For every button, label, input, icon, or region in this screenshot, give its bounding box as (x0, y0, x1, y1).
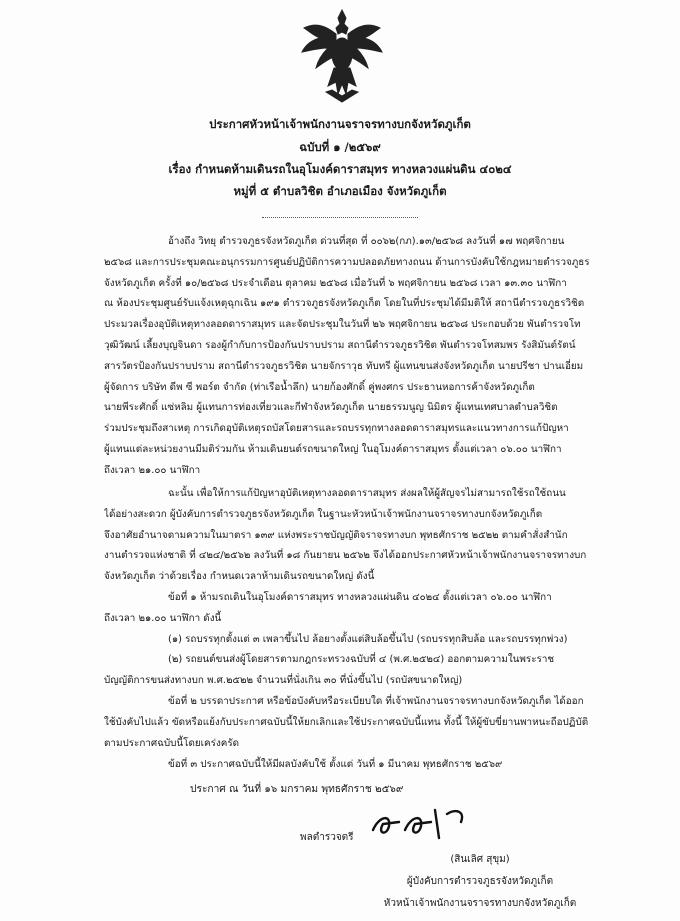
paragraph-line: ฉะนั้น เพื่อให้การแก้ปัญหาอุบัติเหตุทางลอดดาราสมุทร ส่งผลให้ผู้สัญจรไม่สามารถใช้รถใช้ถนน (168, 488, 566, 499)
announcement-subject: เรื่อง กำหนดห้ามเดินรถในอุโมงค์ดาราสมุทร ทางหลวงแผ่นดิน ๔๐๒๔ (168, 162, 512, 176)
paragraph-line: ถึงเวลา ๒๑.๐๐ นาฬิกา (104, 464, 201, 476)
signer-title-2: หัวหน้าเจ้าพนักงานจราจรทางบกจังหวัดภูเก็ต (383, 898, 577, 909)
signer-rank: พลตำรวจตรี (300, 832, 354, 843)
clause-line: ถึงเวลา ๒๑.๐๐ นาฬิกา ดังนี้ (104, 612, 222, 624)
paragraph-line: นายพีระศักดิ์ แซ่หลิม ผู้แทนการท่องเที่ยวและกีฬาจังหวัดภูเก็ต นายธรรมนูญ นิมิตร ผู้แทนเทศบาลตำบลวิชิต (104, 402, 558, 414)
signer-name: (สินเลิศ สุขุม) (450, 854, 510, 865)
clause-item: บัญญัติการขนส่งทางบก พ.ศ.๒๕๒๒ จำนวนที่นั่งเกิน ๓๐ ที่นั่งขึ้นไป (รถบัสขนาดใหญ่) (104, 675, 463, 687)
clause-3 (104, 755, 639, 776)
clause-item: (๒) รถยนต์ขนส่งผู้โดยสารตามกฎกระทรวงฉบับที่ ๔ (พ.ศ.๒๕๒๔) ออกตามความในพระราช (168, 654, 555, 666)
paragraph-line: วุฒิวัฒน์ เลี้ยงบุญจินดา รองผู้กำกับการป้องกันปราบปราม สถานีตำรวจภูธรวิชิต พันตำรวจโทสมพร รังสิมันต์รัตน์ (104, 339, 576, 351)
clause-2 (104, 692, 639, 754)
paragraph-authority (104, 484, 639, 588)
announcement-title: ประกาศหัวหน้าเจ้าพนักงานจราจรทางบกจังหวัดภูเก็ต (209, 117, 471, 131)
paragraph-line: จังหวัดภูเก็ต ว่าด้วยเรื่อง กำหนดเวลาห้ามเดินรถขนาดใหญ่ ดังนี้ (104, 571, 375, 583)
paragraph-line: จึงอาศัยอำนาจตามความในมาตรา ๑๓๙ แห่งพระราชบัญญัติจราจรทางบก พุทธศักราช ๒๕๒๒ ตามคำสั่งสำนัก (104, 529, 568, 541)
clause-1 (104, 588, 639, 692)
signer-title-1: ผู้บังคับการตำรวจภูธรจังหวัดภูเก็ต (406, 876, 554, 887)
paragraph-line: งานตำรวจแห่งชาติ ที่ ๔๒๔/๒๕๖๒ ลงวันที่ ๑๘ กันยายน ๒๕๖๒ จึงได้ออกประกาศหัวหน้าเจ้าพนักงานจราจรทางบก (104, 550, 587, 562)
clause-item: (๑) รถบรรทุกตั้งแต่ ๓ เพลาขึ้นไป ล้อยางตั้งแต่สิบล้อขึ้นไป (รถบรรทุกสิบล้อ และรถบรรทุกพ่วง) (168, 633, 568, 645)
paragraph-line: ได้อย่างสะดวก ผู้บังคับการตำรวจภูธรจังหวัดภูเก็ต ในฐานะหัวหน้าเจ้าพนักงานจราจรทางบกจังหวัดภูเก็ต (104, 508, 543, 520)
header-divider (262, 217, 418, 218)
announcement-date: ประกาศ ณ วันที่ ๑๖ มกราคม พุทธศักราช ๒๕๖๙ (190, 784, 404, 795)
garuda-emblem-icon (296, 4, 388, 104)
paragraph-line: ๒๕๖๘ และการประชุมคณะอนุกรรมการศูนย์ปฏิบัติการความปลอดภัยทางถนน ด้านการบังคับใช้กฎหมายตำรวจภูธร (104, 256, 590, 268)
paragraph-line: ประมวลเรื่องอุบัติเหตุทางลอดดาราสมุทร และจัดประชุมในวันที่ ๒๖ พฤศจิกายน ๒๕๖๘ ประกอบด้วย พันตำรวจโท (104, 319, 581, 331)
clause-line: ข้อที่ ๒ บรรดาประกาศ หรือข้อบังคับหรือระเบียบใด ที่เจ้าพนักงานจราจรทางบกจังหวัดภูเก็ต ได้ออก (168, 696, 584, 707)
paragraph-line: จังหวัดภูเก็ต ครั้งที่ ๑๐/๒๕๖๘ ประจำเดือน ตุลาคม ๒๕๖๘ เมื่อวันที่ ๖ พฤศจิกายน ๒๕๖๘ เวลา ๑๓.๓๐ นาฬิกา (104, 277, 567, 289)
handwritten-signature (365, 800, 475, 846)
clause-line: ใช้บังคับไปแล้ว ขัดหรือแย้งกับประกาศฉบับนี้ให้ยกเลิกและใช้ประกาศฉบับนี้แทน ทั้งนี้ ให้ผู้ขับขี่ยานพาหนะถือปฏิบัติ (104, 716, 589, 728)
paragraph-line: ร่วมประชุมถึงสาเหตุ การเกิดอุบัติเหตุรถบัสโดยสารและรถบรรทุกทางลอดดาราสมุทรและแนวทางการแก้ปัญหา (104, 423, 569, 435)
paragraph-line: ผู้จัดการ บริษัท ดีพ ซี พอร์ต จำกัด (ท่าเรือน้ำลึก) นายก้องศักดิ์ คู่พงศกร ประธานหอการค้าจังหวัดภูเก็ต (104, 381, 535, 393)
clause-line: ข้อที่ ๓ ประกาศฉบับนี้ให้มีผลบังคับใช้ ตั้งแต่ วันที่ ๑ มีนาคม พุทธศักราช ๒๕๖๙ (168, 759, 503, 770)
announcement-number: ฉบับที่ ๑ /๒๕๖๙ (299, 140, 381, 154)
announcement-location: หมู่ที่ ๕ ตำบลวิชิต อำเภอเมือง จังหวัดภูเก็ต (233, 184, 447, 198)
paragraph-line: ณ ห้องประชุมศูนย์รับแจ้งเหตุฉุกเฉิน ๑๙๑ ตำรวจภูธรจังหวัดภูเก็ต โดยในที่ประชุมได้มีมติให้ สถานีตำรวจภูธรวิชิต (104, 298, 585, 310)
clause-line: ข้อที่ ๑ ห้ามรถเดินในอุโมงค์ดาราสมุทร ทางหลวงแผ่นดิน ๔๐๒๔ ตั้งแต่เวลา ๐๖.๐๐ นาฬิกา (168, 592, 552, 603)
paragraph-line: ผู้แทนแต่ละหน่วยงานมีมติร่วมกัน ห้ามเดินยนต์รถขนาดใหญ่ ในอุโมงค์ดาราสมุทร ตั้งแต่เวลา ๐๖.๐๐ นาฬิกา (104, 443, 562, 455)
paragraph-line: สารวัตรป้องกันปราบปราม สถานีตำรวจภูธรวิชิต นายจักราวุธ ทับทรี ผู้แทนขนส่งจังหวัดภูเก็ต นายปรีชา ปานเอี่ยม (104, 360, 584, 372)
paragraph-line: อ้างถึง วิทยุ ตำรวจภูธรจังหวัดภูเก็ต ด่วนที่สุด ที่ ๐๐๖๒(กภ).๑๓/๒๕๖๘ ลงวันที่ ๑๗ พฤศจิกายน (168, 236, 565, 247)
paragraph-reference (104, 232, 639, 482)
clause-line: ตามประกาศฉบับนี้โดยเคร่งครัด (104, 737, 240, 749)
